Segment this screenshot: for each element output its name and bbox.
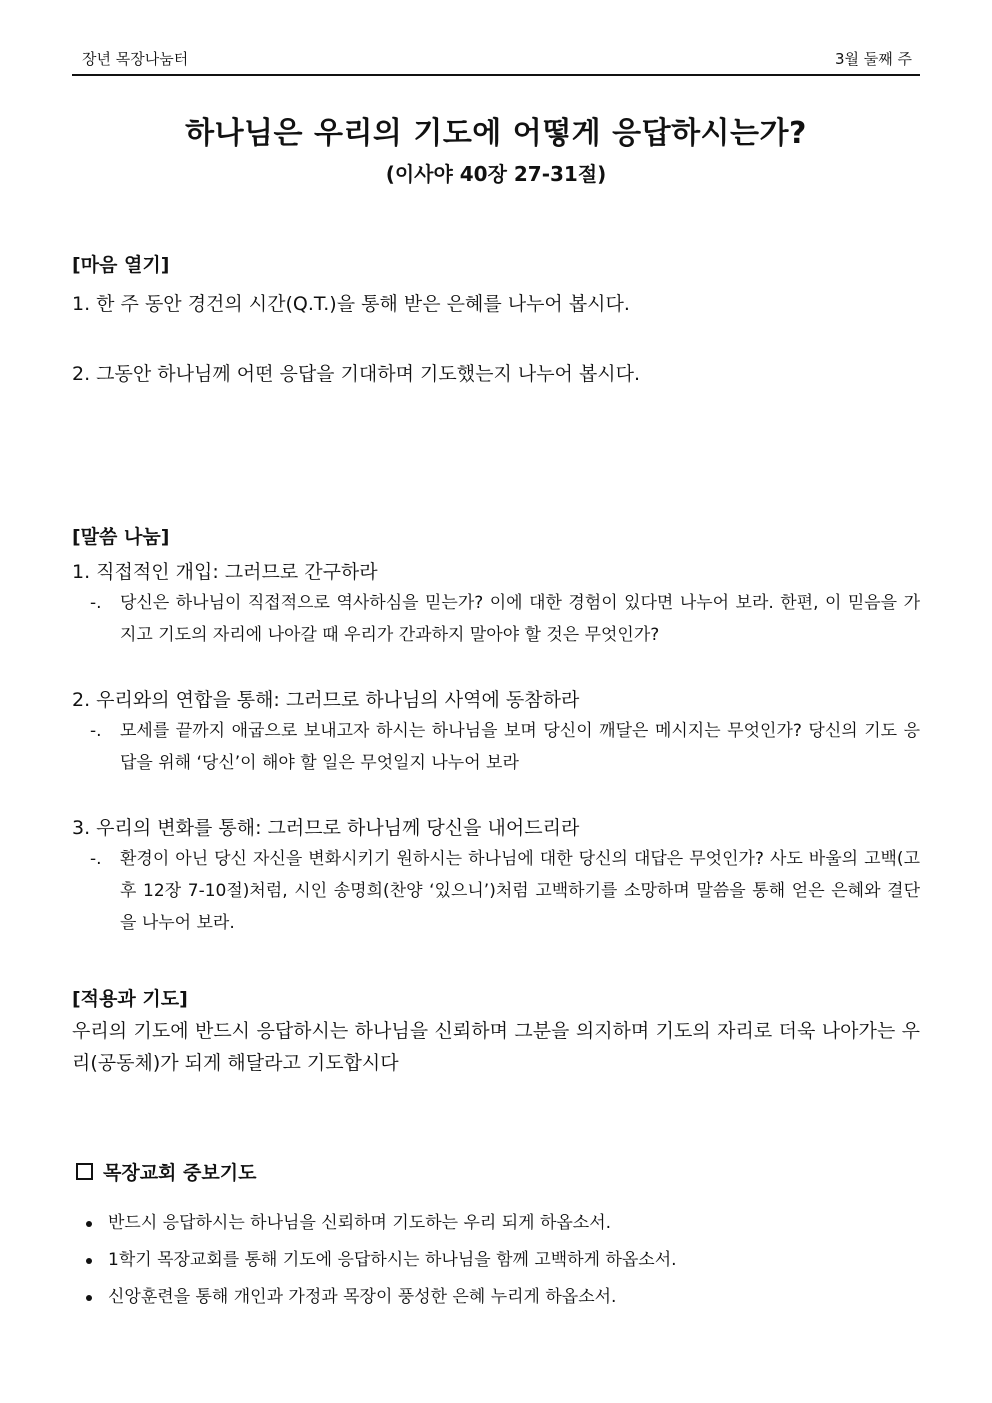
opening-item-1: 1. 한 주 동안 경건의 시간(Q.T.)을 통해 받은 은혜를 나누어 봅시다. <box>72 293 630 315</box>
page-header <box>72 44 920 76</box>
checkbox-square-icon <box>76 1163 93 1180</box>
list-item: 신앙훈련을 통해 개인과 가정과 목장이 풍성한 은혜 누리게 하옵소서. <box>72 1279 920 1316</box>
bullet-icon <box>86 1221 92 1227</box>
bullet-icon <box>86 1295 92 1301</box>
point-3-title: 3. 우리의 변화를 통해: 그러므로 하나님께 당신을 내어드리라 <box>72 817 580 839</box>
opening-item-2: 2. 그동안 하나님께 어떤 응답을 기대하며 기도했는지 나누어 봅시다. <box>72 363 641 385</box>
apply-text: 우리의 기도에 반드시 응답하시는 하나님을 신뢰하며 그분을 의지하며 기도의 자리로 더욱 나아가는 우리(공동체)가 되게 해달라고 기도합시다 <box>72 1020 920 1074</box>
point-3-question: -. 환경이 아닌 당신 자신을 변화시키기 원하시는 하나님에 대한 당신의 대답은 무엇인가? 사도 바울의 고백(고후 12장 7-10절)처럼, 시인 송명희(찬양 ‘있으니’)처럼 고백하기를 소망하며 말씀을 통해 얻은 은혜와 결단을 나누어 보라. <box>72 843 920 939</box>
apply-heading: [적용과 기도] <box>72 988 188 1010</box>
intercession-section <box>72 1158 920 1316</box>
word-heading: [말씀 나눔] <box>72 526 170 548</box>
opening-section <box>72 250 920 389</box>
dash-marker: -. <box>90 721 102 741</box>
intercession-heading: 목장교회 중보기도 <box>72 1158 920 1185</box>
dash-marker: -. <box>90 849 102 869</box>
bullet-icon <box>86 1258 92 1264</box>
list-item: 1학기 목장교회를 통해 기도에 응답하시는 하나님을 함께 고백하게 하옵소서. <box>72 1242 920 1279</box>
point-2-title: 2. 우리와의 연합을 통해: 그러므로 하나님의 사역에 동참하라 <box>72 689 580 711</box>
point-1-question: -. 당신은 하나님이 직접적으로 역사하심을 믿는가? 이에 대한 경험이 있다면 나누어 보라. 한편, 이 믿음을 가지고 기도의 자리에 나아갈 때 우리가 간과하지 말아야 할 것은 무엇인가? <box>72 587 920 651</box>
opening-heading: [마음 열기] <box>72 254 170 276</box>
point-2-question: -. 모세를 끝까지 애굽으로 보내고자 하시는 하나님을 보며 당신이 깨달은 메시지는 무엇인가? 당신의 기도 응답을 위해 ‘당신’이 해야 할 일은 무엇일지 나누어 보라 <box>72 715 920 779</box>
header-week: 3월 둘째 주 <box>834 50 912 68</box>
list-item: 반드시 응답하시는 하나님을 신뢰하며 기도하는 우리 되게 하옵소서. <box>72 1205 920 1242</box>
point-1-title: 1. 직접적인 개입: 그러므로 간구하라 <box>72 561 378 583</box>
apply-section <box>72 984 920 1079</box>
dash-marker: -. <box>90 593 102 613</box>
header-group-name: 장년 목장나눔터 <box>82 50 189 68</box>
word-section <box>72 522 920 939</box>
page-title: 하나님은 우리의 기도에 어떻게 응답하시는가? <box>185 116 807 151</box>
intercession-list <box>72 1205 920 1316</box>
scripture-reference: (이사야 40장 27-31절) <box>385 162 607 186</box>
